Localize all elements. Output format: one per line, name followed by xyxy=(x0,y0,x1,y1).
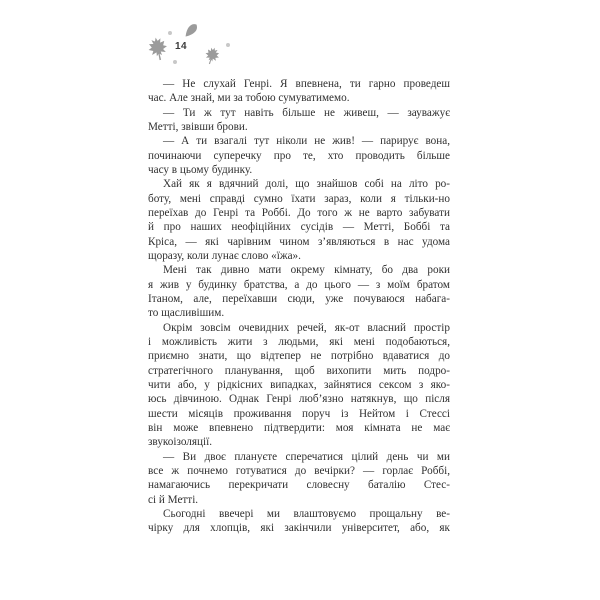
text-line: все ж почнемо готуватися до вечірки? — горлає Роббі, xyxy=(148,464,450,477)
text-line: Хай як я вдячний долі, що знайшов собі на літо ро- xyxy=(163,178,450,191)
text-line: — Ви двоє плануєте сперечатися цілий день чи ми xyxy=(163,450,450,463)
text-line: Кріса, — які чарівним чином з’являються в нас удома xyxy=(148,235,450,248)
text-line: приємно знати, що відтепер не потрібно вдаватися до xyxy=(148,350,450,363)
dot-decor xyxy=(173,60,177,64)
page-number: 14 xyxy=(175,41,188,52)
dot-decor xyxy=(226,43,230,47)
text-line: Сьогодні ввечері ми влаштовуємо прощальну ве- xyxy=(163,507,450,520)
text-line: час. Але знай, ми за тобою сумуватимемо. xyxy=(148,92,350,105)
text-line: і можливість жити з людьми, які мені подобаються, xyxy=(148,335,450,348)
text-line: часу в цьому будинку. xyxy=(148,163,253,176)
text-line: чірку для хлопців, які закінчили університет, або, як xyxy=(148,522,450,535)
text-line: починаючи суперечку про те, хто проводить більше xyxy=(148,149,450,162)
text-line: Мені так дивно мати окрему кімнату, бо два роки xyxy=(163,264,450,277)
text-line: сі й Метті. xyxy=(148,493,199,506)
maple-leaf-icon xyxy=(201,45,224,68)
dot-decor xyxy=(168,31,172,35)
text-line: Метті, звівши брови. xyxy=(148,120,248,133)
text-line: щоразу, коли лунає слово «їжа». xyxy=(148,249,301,262)
maple-leaf-icon xyxy=(144,35,172,63)
text-line: — А ти взагалі тут ніколи не жив! — парирує вона, xyxy=(163,135,450,148)
text-line: звукоізоляції. xyxy=(148,436,213,449)
text-block xyxy=(148,77,450,536)
text-line: й про наших неофіційних сусідів — Метті, Боббі та xyxy=(148,221,450,234)
text-line: юсь дівчиною. Однак Генрі люб’язно натякнув, що після xyxy=(148,393,450,406)
leaf-icon xyxy=(180,19,202,41)
text-line: переїхав до Генрі та Роббі. До того ж не варто забувати xyxy=(148,206,450,219)
text-line: боту, мені справді сумно їхати зараз, коли я тільки-но xyxy=(148,192,450,205)
text-line: шести місяців проживання поруч із Нейтом і Стессі xyxy=(148,407,450,420)
text-line: він може впевнено підтвердити: моя кімната не має xyxy=(148,421,450,434)
text-line: я жив у будинку братства, а до цього — з моїм братом xyxy=(148,278,450,291)
text-line: — Ти ж тут навіть більше не живеш, — зауважує xyxy=(163,106,450,119)
text-line: Окрім зовсім очевидних речей, як-от власний простір xyxy=(163,321,450,334)
text-line: стратегічного планування, щоб вихопити мить подро- xyxy=(148,364,450,377)
text-line: намагаючись перекричати словесну баталію Стес- xyxy=(148,479,450,492)
text-line: чити або, у рідкісних випадках, зайнятися сексом з яко- xyxy=(148,378,450,391)
text-line: Ітаном, але, переїхавши сюди, уже почуваюся набага- xyxy=(148,292,450,305)
text-line: то щасливішим. xyxy=(148,307,225,320)
text-line: — Не слухай Генрі. Я впевнена, ти гарно проведеш xyxy=(163,78,450,90)
